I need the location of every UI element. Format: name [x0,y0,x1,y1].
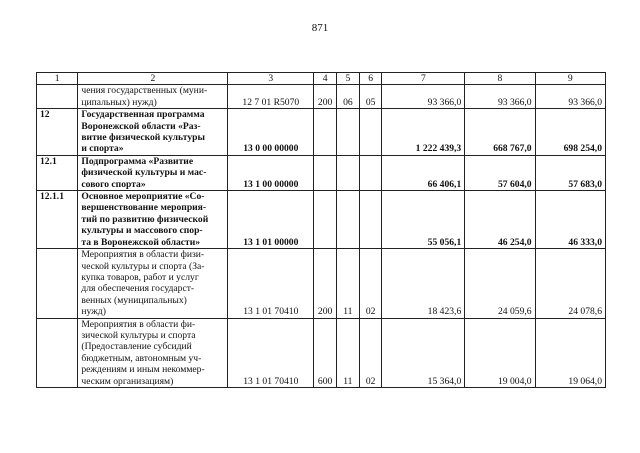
row-pr: 02 [359,249,382,318]
header-row [37,73,606,85]
col-header: 4 [314,73,337,85]
row-number [37,318,78,387]
row-vr: 600 [314,318,337,387]
row-value-2021: 668 767,0 [465,109,535,156]
row-value-2022: 46 333,0 [535,191,605,249]
row-rz: 11 [336,318,359,387]
row-name: Основное мероприятие «Со- вершенствование мероприя- тий по развитию физической культуры и массового спор- та в Воронежской области» [78,191,228,249]
col-header: 6 [359,73,382,85]
table-row [37,109,606,156]
row-value-2021: 19 004,0 [465,318,535,387]
page-number: 871 [311,22,329,34]
row-value-2020: 1 222 439,3 [382,109,465,156]
table-row [37,249,606,318]
row-number: 12.1 [37,155,78,190]
row-pr [359,109,382,156]
row-code: 13 1 01 70410 [228,318,314,387]
row-value-2020: 18 423,6 [382,249,465,318]
row-vr: 200 [314,85,337,109]
row-value-2022: 93 366,0 [535,85,605,109]
row-pr: 05 [359,85,382,109]
col-header: 7 [382,73,465,85]
row-number: 12.1.1 [37,191,78,249]
row-value-2022: 698 254,0 [535,109,605,156]
row-name: Мероприятия в области фи- зической культуры и спорта (Предоставление субсидий бюджетным, автономным уч- реждениям и иным некоммер- ческим организациям) [78,318,228,387]
row-rz [336,109,359,156]
row-pr [359,155,382,190]
row-code: 13 1 01 00000 [228,191,314,249]
row-value-2022: 57 683,0 [535,155,605,190]
table-row [37,318,606,387]
row-vr [314,155,337,190]
row-code: 12 7 01 R5070 [228,85,314,109]
row-vr [314,191,337,249]
row-name: Подпрограмма «Развитие физической культуры и мас- сового спорта» [78,155,228,190]
row-pr: 02 [359,318,382,387]
row-rz: 06 [336,85,359,109]
row-value-2020: 66 406,1 [382,155,465,190]
row-value-2020: 55 056,1 [382,191,465,249]
table-row [37,85,606,109]
row-name: чения государственных (муни- ципальных) нужд) [78,85,228,109]
row-number [37,85,78,109]
row-vr: 200 [314,249,337,318]
row-vr [314,109,337,156]
budget-table [36,72,606,388]
row-name: Мероприятия в области физи- ческой культуры и спорта (За- купка товаров, работ и услуг для обеспечения государст- венных (муниципальных) нужд) [78,249,228,318]
table-row [37,155,606,190]
row-value-2021: 46 254,0 [465,191,535,249]
row-rz [336,191,359,249]
row-rz: 11 [336,249,359,318]
row-number: 12 [37,109,78,156]
row-number [37,249,78,318]
col-header: 8 [465,73,535,85]
row-code: 13 0 00 00000 [228,109,314,156]
col-header: 9 [535,73,605,85]
row-value-2021: 24 059,6 [465,249,535,318]
table-row [37,191,606,249]
row-name: Государственная программа Воронежской области «Раз- витие физической культуры и спорта» [78,109,228,156]
row-value-2022: 24 078,6 [535,249,605,318]
col-header: 5 [336,73,359,85]
row-value-2020: 15 364,0 [382,318,465,387]
col-header: 3 [228,73,314,85]
row-value-2020: 93 366,0 [382,85,465,109]
row-value-2021: 93 366,0 [465,85,535,109]
row-rz [336,155,359,190]
col-header: 2 [78,73,228,85]
row-pr [359,191,382,249]
row-code: 13 1 01 70410 [228,249,314,318]
col-header: 1 [37,73,78,85]
row-value-2021: 57 604,0 [465,155,535,190]
row-value-2022: 19 064,0 [535,318,605,387]
row-code: 13 1 00 00000 [228,155,314,190]
